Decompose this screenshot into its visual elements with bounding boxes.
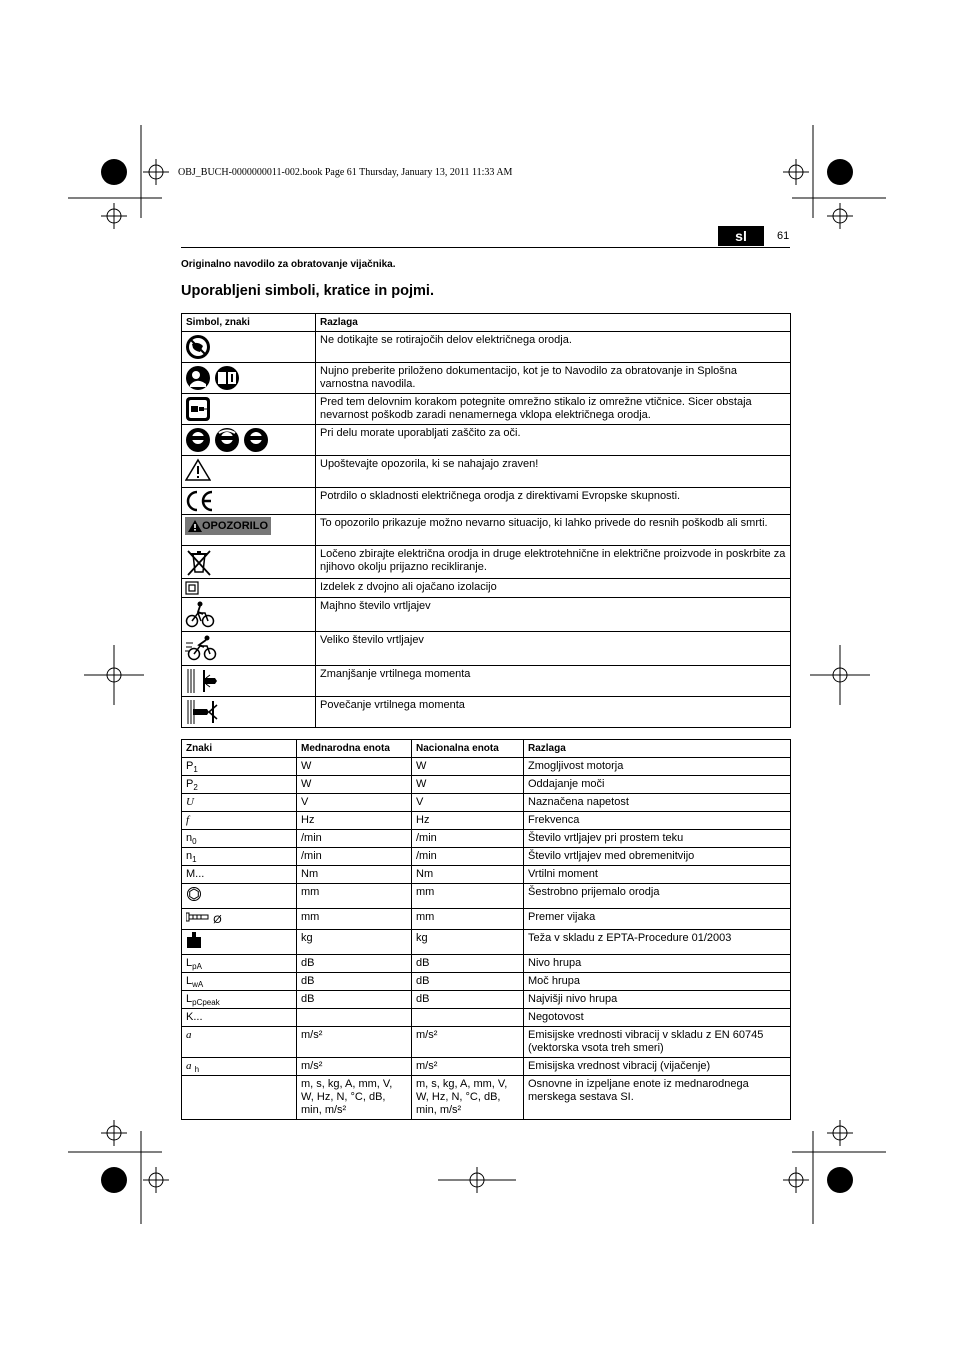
warning-triangle-icon xyxy=(185,458,211,482)
unit-symbol: f xyxy=(186,814,190,826)
bike-slow-icon xyxy=(185,600,215,628)
symbol-description: Potrdilo o skladnosti električnega orodja z direktivami Evropske skupnosti. xyxy=(316,488,791,515)
international-unit: W xyxy=(297,758,412,776)
table-row xyxy=(182,866,791,884)
column-header: Mednarodna enota xyxy=(297,740,412,758)
symbol-description: Pri delu morate uporabljati zaščito za oči. xyxy=(316,425,791,456)
table-row xyxy=(182,546,791,579)
unit-symbol: L xyxy=(186,957,193,969)
unit-symbol: P xyxy=(186,778,194,790)
international-unit: kg xyxy=(297,930,412,955)
table-row xyxy=(182,776,791,794)
national-unit: m/s² xyxy=(412,1058,524,1076)
table-row xyxy=(182,363,791,394)
table-row xyxy=(182,697,791,728)
symbol-description: Ne dotikajte se rotirajočih delov električnega orodja. xyxy=(316,332,791,363)
international-unit: mm xyxy=(297,909,412,930)
column-header: Nacionalna enota xyxy=(412,740,524,758)
table-header-row xyxy=(182,314,791,332)
unit-description: Teža v skladu z EPTA-Procedure 01/2003 xyxy=(524,930,791,955)
symbol-description: To opozorilo prikazuje možno nevarno situacijo, ki lahko privede do resnih poškodb ali smrti. xyxy=(316,515,791,546)
language-badge: sl xyxy=(718,226,764,246)
table-row xyxy=(182,1027,791,1058)
eye-protection-icon xyxy=(185,427,269,453)
unit-symbol-subscript: h xyxy=(194,1065,200,1075)
unit-description: Vrtilni moment xyxy=(524,866,791,884)
unit-symbol-subscript: 1 xyxy=(193,765,198,775)
national-unit: dB xyxy=(412,955,524,973)
unit-symbol-subscript: 1 xyxy=(192,855,197,865)
symbol-description: Povečanje vrtilnega momenta xyxy=(316,697,791,728)
unit-symbol-subscript: 2 xyxy=(193,783,198,793)
international-unit: m, s, kg, A, mm, V, W, Hz, N, °C, dB, min, m/s² xyxy=(297,1076,412,1120)
table-row xyxy=(182,991,791,1009)
table-row xyxy=(182,973,791,991)
symbol-description: Izdelek z dvojno ali ojačano izolacijo xyxy=(316,579,791,598)
table-row xyxy=(182,1058,791,1076)
no-touch-rotating-icon xyxy=(185,334,211,360)
warning-triangle-icon xyxy=(188,520,202,532)
symbols-table xyxy=(181,313,791,728)
table-row xyxy=(182,598,791,632)
unit-description: Šestrobno prijemalo orodja xyxy=(524,884,791,909)
international-unit: m/s² xyxy=(297,1058,412,1076)
unit-symbol: L xyxy=(186,975,193,987)
column-header: Simbol, znaki xyxy=(182,314,316,332)
section-title: Uporabljeni simboli, kratice in pojmi. xyxy=(181,283,434,299)
unit-description: Naznačena napetost xyxy=(524,794,791,812)
national-unit: /min xyxy=(412,830,524,848)
international-unit: Hz xyxy=(297,812,412,830)
table-row xyxy=(182,812,791,830)
national-unit: Nm xyxy=(412,866,524,884)
unplug-icon xyxy=(185,396,211,422)
table-row xyxy=(182,955,791,973)
torque-increase-icon xyxy=(185,699,219,725)
national-unit: V xyxy=(412,794,524,812)
unit-description: Frekvenca xyxy=(524,812,791,830)
national-unit: W xyxy=(412,758,524,776)
table-row xyxy=(182,909,791,930)
table-row xyxy=(182,758,791,776)
original-manual-note: Originalno navodilo za obratovanje vijačnika. xyxy=(181,259,396,270)
symbol-description: Upoštevajte opozorila, ki se nahajajo zraven! xyxy=(316,456,791,488)
unit-symbol: a xyxy=(186,1029,192,1041)
unit-symbol: n xyxy=(186,832,193,844)
unit-symbol: L xyxy=(186,993,193,1005)
warning-label-text: OPOZORILO xyxy=(202,519,268,532)
international-unit xyxy=(297,1009,412,1027)
national-unit: mm xyxy=(412,909,524,930)
weight-icon xyxy=(186,932,202,948)
page-number: 61 xyxy=(777,230,790,242)
international-unit: Nm xyxy=(297,866,412,884)
unit-description: Negotovost xyxy=(524,1009,791,1027)
table-row xyxy=(182,794,791,812)
table-header-row xyxy=(182,740,791,758)
unit-description: Oddajanje moči xyxy=(524,776,791,794)
table-row xyxy=(182,884,791,909)
national-unit xyxy=(412,1009,524,1027)
unit-description: Emisijska vrednost vibracij (vijačenje) xyxy=(524,1058,791,1076)
national-unit: /min xyxy=(412,848,524,866)
screw-icon xyxy=(186,911,210,923)
national-unit: Hz xyxy=(412,812,524,830)
symbol-description: Nujno preberite priloženo dokumentacijo, kot je to Navodilo za obratovanje in Splošna varnostna navodila. xyxy=(316,363,791,394)
table-row xyxy=(182,1076,791,1120)
international-unit: m/s² xyxy=(297,1027,412,1058)
table-row xyxy=(182,515,791,546)
read-manual-icon xyxy=(185,365,241,391)
international-unit: dB xyxy=(297,991,412,1009)
international-unit: /min xyxy=(297,830,412,848)
unit-symbol: a xyxy=(186,1060,192,1072)
national-unit: m/s² xyxy=(412,1027,524,1058)
table-row xyxy=(182,930,791,955)
symbol-description: Ločeno zbirajte električna orodja in druge elektrotehnične in električne proizvode in poskrbite za njihovo okolju prijazno recikliranje. xyxy=(316,546,791,579)
unit-symbol-subscript: wA xyxy=(192,980,204,990)
column-header: Razlaga xyxy=(316,314,791,332)
column-header: Razlaga xyxy=(524,740,791,758)
unit-symbol-subscript: pA xyxy=(192,962,202,972)
unit-symbol: n xyxy=(186,850,193,862)
weee-bin-icon xyxy=(185,548,213,576)
national-unit: dB xyxy=(412,973,524,991)
national-unit: mm xyxy=(412,884,524,909)
symbol-description: Veliko število vrtljajev xyxy=(316,632,791,666)
unit-description: Nivo hrupa xyxy=(524,955,791,973)
symbol-description: Majhno število vrtljajev xyxy=(316,598,791,632)
unit-symbol: U xyxy=(186,796,194,808)
unit-symbol: M... xyxy=(182,866,297,884)
unit-description: Moč hrupa xyxy=(524,973,791,991)
international-unit: mm xyxy=(297,884,412,909)
national-unit: W xyxy=(412,776,524,794)
hex-socket-icon xyxy=(186,886,202,902)
unit-description: Število vrtljajev med obremenitvijo xyxy=(524,848,791,866)
unit-symbol xyxy=(182,1076,297,1120)
national-unit: kg xyxy=(412,930,524,955)
units-table xyxy=(181,739,791,1120)
ce-mark-icon xyxy=(185,490,215,512)
unit-symbol: K... xyxy=(182,1009,297,1027)
column-header: Znaki xyxy=(182,740,297,758)
table-row xyxy=(182,456,791,488)
unit-description: Najvišji nivo hrupa xyxy=(524,991,791,1009)
table-row xyxy=(182,632,791,666)
book-metadata-line: OBJ_BUCH-0000000011-002.book Page 61 Thursday, January 13, 2011 11:33 AM xyxy=(178,167,513,178)
symbol-description: Pred tem delovnim korakom potegnite omrežno stikalo iz omrežne vtičnice. Sicer obstaja nevarnost poškodb zaradi nenamernega vklopa električnega orodja. xyxy=(316,394,791,425)
table-row xyxy=(182,579,791,598)
unit-symbol: P xyxy=(186,760,194,772)
table-row xyxy=(182,332,791,363)
unit-description: Osnovne in izpeljane enote iz mednarodnega merskega sestava SI. xyxy=(524,1076,791,1120)
national-unit: dB xyxy=(412,991,524,1009)
international-unit: W xyxy=(297,776,412,794)
unit-symbol-subscript: pCpeak xyxy=(192,998,220,1008)
international-unit: dB xyxy=(297,973,412,991)
bike-fast-icon xyxy=(185,634,219,662)
unit-description: Premer vijaka xyxy=(524,909,791,930)
unit-description: Zmogljivost motorja xyxy=(524,758,791,776)
international-unit: V xyxy=(297,794,412,812)
table-row xyxy=(182,666,791,697)
double-insulation-icon xyxy=(185,581,199,595)
symbol-description: Zmanjšanje vrtilnega momenta xyxy=(316,666,791,697)
international-unit: /min xyxy=(297,848,412,866)
table-row xyxy=(182,1009,791,1027)
unit-description: Emisijske vrednosti vibracij v skladu z EN 60745 (vektorska vsota treh smeri) xyxy=(524,1027,791,1058)
unit-symbol-subscript: 0 xyxy=(192,837,197,847)
table-row xyxy=(182,394,791,425)
international-unit: dB xyxy=(297,955,412,973)
table-row xyxy=(182,848,791,866)
torque-decrease-icon xyxy=(185,668,219,694)
table-row xyxy=(182,425,791,456)
warning-label-icon xyxy=(185,517,271,535)
table-row xyxy=(182,488,791,515)
unit-description: Število vrtljajev pri prostem teku xyxy=(524,830,791,848)
header-rule xyxy=(181,247,790,248)
table-row xyxy=(182,830,791,848)
diameter-symbol: Ø xyxy=(213,914,222,926)
national-unit: m, s, kg, A, mm, V, W, Hz, N, °C, dB, min, m/s² xyxy=(412,1076,524,1120)
